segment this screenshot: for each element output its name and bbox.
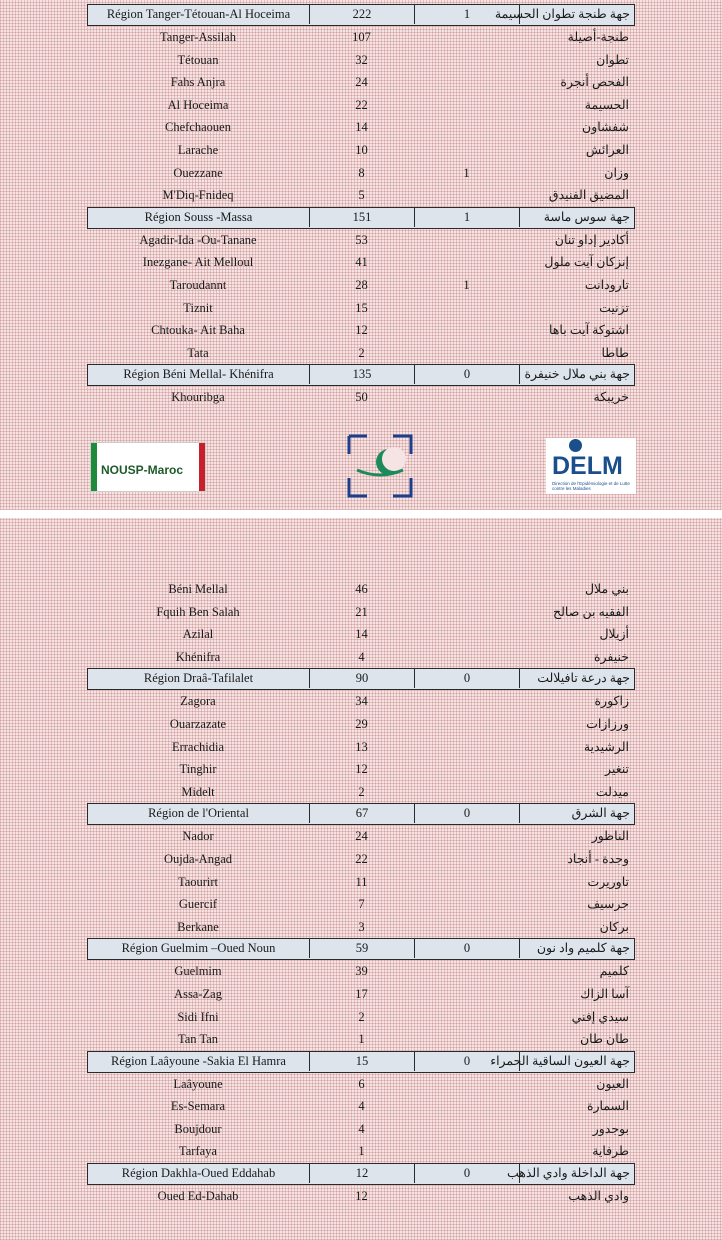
cases-count-cell: 7	[358, 897, 365, 912]
name-ar-cell: أزيلال	[599, 627, 629, 642]
name-fr-cell: Khouribga	[171, 390, 225, 405]
name-ar-cell: تاوريرت	[587, 874, 629, 889]
cases-count-cell: 4	[358, 649, 365, 664]
deaths-count-cell: 0	[415, 1164, 520, 1183]
name-fr-cell: Chtouka- Ait Baha	[151, 323, 245, 338]
province-row	[87, 1118, 635, 1141]
deaths-count-cell: 0	[415, 669, 520, 688]
province-row	[87, 825, 635, 848]
name-ar-cell: جهة طنجة تطوان الحسيمة	[494, 7, 630, 21]
name-ar-cell: جهة الداخلة وادي الذهب	[506, 1166, 630, 1181]
province-row	[87, 71, 635, 94]
province-row	[87, 1006, 635, 1029]
name-ar-cell: طنجة-أصيلة	[567, 30, 629, 44]
name-fr-cell: Laâyoune	[173, 1076, 223, 1091]
region-header-row	[87, 938, 635, 960]
cases-count-cell: 5	[358, 188, 365, 203]
name-fr-cell: Région de l'Oriental	[88, 804, 310, 823]
region-header-row	[87, 4, 635, 26]
name-ar-cell: طان طان	[580, 1032, 629, 1047]
province-row	[87, 601, 635, 624]
cases-count-cell: 12	[355, 762, 368, 777]
region-header-row	[87, 1051, 635, 1073]
delm-logo	[546, 438, 636, 494]
name-fr-cell: Guercif	[178, 897, 218, 912]
cases-count-cell: 50	[355, 390, 368, 405]
province-row	[87, 646, 635, 669]
cases-count-cell: 12	[310, 1164, 415, 1183]
name-ar-cell: جرسيف	[587, 897, 629, 912]
cases-count-cell: 107	[352, 30, 371, 44]
name-ar-cell: تطوان	[596, 52, 629, 67]
name-ar-cell: جهة درعة تافيلالت	[537, 671, 630, 686]
cases-count-cell: 13	[355, 739, 368, 754]
cases-count-cell: 22	[355, 851, 368, 866]
name-ar-cell: جهة كلميم واد نون	[536, 941, 630, 956]
cases-count-cell: 32	[355, 52, 368, 67]
name-ar-cell: كلميم	[599, 964, 629, 979]
name-fr-cell: Al Hoceima	[167, 97, 229, 112]
cases-count-cell: 12	[355, 1189, 368, 1204]
province-row	[87, 578, 635, 601]
province-row	[87, 1185, 635, 1208]
deaths-count-cell: 1	[415, 208, 520, 227]
deaths-count-cell: 0	[415, 804, 520, 823]
province-row	[87, 983, 635, 1006]
delm-logo-subtitle: Direction de l'Epidémiologie et de Lutte contre les Maladies	[552, 481, 630, 491]
deaths-count-cell: 1	[463, 165, 470, 180]
name-ar-cell: طرفاية	[592, 1144, 629, 1159]
region-header-row	[87, 803, 635, 825]
deaths-count-cell: 1	[415, 5, 520, 24]
name-fr-cell: Région Laâyoune -Sakia El Hamra	[88, 1052, 310, 1071]
name-fr-cell: Errachidia	[171, 739, 225, 754]
name-ar-cell: تنغير	[605, 762, 629, 777]
province-row	[87, 893, 635, 916]
region-header-row	[87, 207, 635, 229]
name-fr-cell: Boujdour	[174, 1121, 222, 1136]
logo-red-bar	[199, 443, 205, 491]
name-ar-cell: وجدة - أنجاد	[567, 851, 629, 866]
name-ar-cell: الفحص أنجرة	[560, 75, 629, 90]
province-row	[87, 94, 635, 117]
name-fr-cell: Région Tanger-Tétouan-Al Hoceima	[88, 5, 310, 24]
name-ar-cell: جهة الشرق	[571, 806, 630, 821]
cases-count-cell: 4	[358, 1121, 365, 1136]
name-fr-cell: Ouarzazate	[169, 716, 227, 731]
document-page-1	[0, 0, 722, 510]
name-fr-cell: Midelt	[181, 784, 215, 799]
name-ar-cell: بوجدور	[592, 1121, 629, 1136]
cases-count-cell: 28	[355, 277, 368, 292]
name-fr-cell: Chefchaouen	[165, 120, 231, 135]
province-row	[87, 1140, 635, 1163]
document-page-2	[0, 518, 722, 1240]
name-fr-cell: Inezgane- Ait Melloul	[142, 255, 254, 270]
name-ar-cell: بركان	[599, 919, 629, 934]
name-fr-cell: Berkane	[177, 919, 219, 934]
name-ar-cell: العيون	[596, 1076, 629, 1091]
cases-table-part-2	[87, 578, 635, 1208]
name-fr-cell: Taourirt	[177, 874, 219, 889]
cases-count-cell: 4	[358, 1099, 365, 1114]
name-fr-cell: Tan Tan	[177, 1032, 219, 1047]
cases-count-cell: 15	[355, 300, 368, 315]
name-fr-cell: Zagora	[180, 694, 216, 709]
region-header-row	[87, 668, 635, 690]
logos-footer	[0, 430, 722, 500]
cases-count-cell: 151	[310, 208, 415, 227]
name-ar-cell: خريبكة	[593, 390, 629, 405]
logo-green-bar	[91, 443, 97, 491]
name-ar-cell: جهة العيون الساقية الحمراء	[490, 1053, 630, 1068]
province-row	[87, 1095, 635, 1118]
cases-count-cell: 24	[355, 829, 368, 844]
cases-count-cell: 2	[358, 345, 365, 360]
cases-count-cell: 6	[358, 1076, 365, 1091]
cases-count-cell: 15	[310, 1052, 415, 1071]
name-fr-cell: Es-Semara	[170, 1099, 226, 1114]
province-row	[87, 386, 635, 409]
cases-count-cell: 14	[355, 120, 368, 135]
name-ar-cell: أكادير إداو تنان	[554, 232, 629, 247]
nousp-maroc-logo	[90, 442, 206, 492]
name-fr-cell: Taroudannt	[169, 277, 227, 292]
name-fr-cell: Béni Mellal	[168, 582, 228, 596]
name-fr-cell: Agadir-Ida -Ou-Tanane	[139, 232, 257, 247]
province-row	[87, 49, 635, 72]
province-row	[87, 342, 635, 365]
province-row	[87, 736, 635, 759]
province-row	[87, 1028, 635, 1051]
cases-count-cell: 90	[310, 669, 415, 688]
province-row	[87, 713, 635, 736]
name-ar-cell: شفشاون	[582, 120, 629, 135]
province-row	[87, 690, 635, 713]
cases-count-cell: 11	[355, 874, 368, 889]
deaths-count-cell: 0	[415, 939, 520, 958]
name-fr-cell: Tinghir	[179, 762, 217, 777]
name-ar-cell: إنزكان آيت ملول	[544, 255, 629, 270]
cases-count-cell: 222	[310, 5, 415, 24]
name-fr-cell: Tiznit	[183, 300, 213, 315]
name-fr-cell: Khénifra	[175, 649, 221, 664]
province-row	[87, 274, 635, 297]
province-row	[87, 319, 635, 342]
deaths-count-cell: 0	[415, 365, 520, 384]
name-ar-cell: اشتوكة آيت باها	[549, 323, 629, 338]
name-fr-cell: Ouezzane	[173, 165, 223, 180]
name-fr-cell: Région Souss -Massa	[88, 208, 310, 227]
cases-count-cell: 2	[358, 784, 365, 799]
name-fr-cell: Tata	[187, 345, 209, 360]
province-row	[87, 184, 635, 207]
region-header-row	[87, 364, 635, 386]
cases-count-cell: 8	[358, 165, 365, 180]
region-header-row	[87, 1163, 635, 1185]
name-fr-cell: Sidi Ifni	[177, 1009, 219, 1024]
name-ar-cell: الحسيمة	[584, 97, 629, 112]
cases-count-cell: 135	[310, 365, 415, 384]
name-ar-cell: الفقيه بن صالح	[553, 604, 629, 619]
name-ar-cell: بني ملال	[584, 582, 629, 596]
ministry-emblem-logo	[347, 434, 413, 498]
province-row	[87, 1073, 635, 1096]
name-ar-cell: جهة سوس ماسة	[543, 209, 630, 224]
name-fr-cell: M'Diq-Fnideq	[162, 188, 234, 203]
name-ar-cell: ورزازات	[586, 716, 629, 731]
name-ar-cell: سيدي إفني	[571, 1009, 629, 1024]
cases-count-cell: 14	[355, 627, 368, 642]
province-row	[87, 758, 635, 781]
name-ar-cell: تارودانت	[584, 277, 629, 292]
name-fr-cell: Azilal	[182, 627, 214, 642]
province-row	[87, 116, 635, 139]
province-row	[87, 623, 635, 646]
province-row	[87, 162, 635, 185]
cases-count-cell: 1	[358, 1032, 365, 1047]
name-fr-cell: Fquih Ben Salah	[156, 604, 240, 619]
delm-logo-text: DELM	[552, 452, 623, 480]
nousp-logo-text: NOUSP-Maroc	[101, 463, 184, 477]
cases-count-cell: 34	[355, 694, 368, 709]
cases-count-cell: 41	[355, 255, 368, 270]
name-ar-cell: وادي الذهب	[568, 1189, 629, 1204]
cases-count-cell: 21	[355, 604, 368, 619]
name-fr-cell: Tanger-Assilah	[160, 30, 236, 44]
name-ar-cell: الناظور	[591, 829, 629, 844]
deaths-count-cell: 0	[415, 1052, 520, 1071]
name-ar-cell: آسا الزاك	[580, 986, 629, 1001]
name-ar-cell: الرشيدية	[583, 739, 629, 754]
name-fr-cell: Oued Ed-Dahab	[157, 1189, 239, 1204]
delm-dot	[569, 439, 582, 452]
province-row	[87, 229, 635, 252]
cases-count-cell: 1	[358, 1144, 365, 1159]
name-fr-cell: Fahs Anjra	[170, 75, 226, 90]
name-ar-cell: المضيق الفنيدق	[548, 188, 629, 203]
name-fr-cell: Région Guelmim –Oued Noun	[88, 939, 310, 958]
name-fr-cell: Région Béni Mellal- Khénifra	[88, 365, 310, 384]
province-row	[87, 139, 635, 162]
cases-table-part-1	[87, 4, 635, 409]
cases-count-cell: 53	[355, 232, 368, 247]
cases-count-cell: 10	[355, 142, 368, 157]
province-row	[87, 781, 635, 804]
name-ar-cell: السمارة	[586, 1099, 629, 1114]
cases-count-cell: 3	[358, 919, 365, 934]
name-fr-cell: Assa-Zag	[174, 986, 222, 1001]
cases-count-cell: 2	[358, 1009, 365, 1024]
province-row	[87, 251, 635, 274]
cases-count-cell: 46	[355, 582, 368, 596]
province-row	[87, 960, 635, 983]
name-ar-cell: طاطا	[601, 345, 629, 360]
name-ar-cell: خنيفرة	[593, 649, 629, 664]
name-fr-cell: Région Dakhla-Oued Eddahab	[88, 1164, 310, 1183]
province-row	[87, 848, 635, 871]
name-fr-cell: Région Draâ-Tafilalet	[88, 669, 310, 688]
name-ar-cell: وزان	[604, 165, 629, 180]
province-row	[87, 297, 635, 320]
cases-count-cell: 59	[310, 939, 415, 958]
cases-count-cell: 67	[310, 804, 415, 823]
cases-count-cell: 29	[355, 716, 368, 731]
province-row	[87, 26, 635, 49]
name-ar-cell: العرائش	[585, 142, 629, 157]
name-ar-cell: زاكورة	[594, 694, 629, 709]
cases-count-cell: 12	[355, 323, 368, 338]
name-ar-cell: تزنيت	[599, 300, 629, 315]
province-row	[87, 871, 635, 894]
cases-count-cell: 39	[355, 964, 368, 979]
deaths-count-cell: 1	[463, 277, 470, 292]
name-ar-cell: ميدلت	[595, 784, 629, 799]
cases-count-cell: 17	[355, 986, 368, 1001]
name-fr-cell: Tarfaya	[179, 1144, 217, 1159]
name-fr-cell: Guelmim	[174, 964, 222, 979]
name-fr-cell: Nador	[182, 829, 214, 844]
name-ar-cell: جهة بني ملال خنيفرة	[524, 367, 630, 382]
cases-count-cell: 22	[355, 97, 368, 112]
name-fr-cell: Tétouan	[177, 52, 219, 67]
name-fr-cell: Oujda-Angad	[163, 851, 233, 866]
province-row	[87, 916, 635, 939]
cases-count-cell: 24	[355, 75, 368, 90]
name-fr-cell: Larache	[177, 142, 219, 157]
